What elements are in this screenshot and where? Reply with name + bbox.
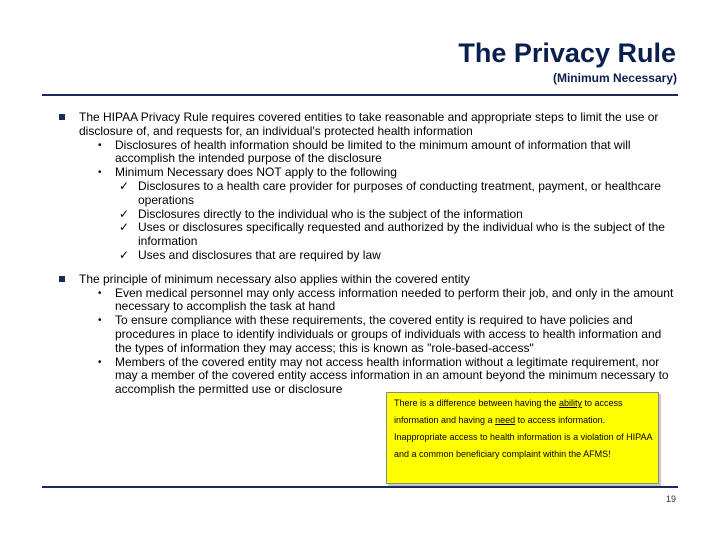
section-privacy-rule xyxy=(58,111,678,263)
checkmark-icon: ✓ xyxy=(119,220,130,235)
bullet-dot-icon: • xyxy=(98,167,102,179)
callout-note xyxy=(386,392,659,484)
top-divider xyxy=(42,94,678,96)
list-item xyxy=(79,139,678,167)
check-item-text: Uses or disclosures specifically requested and authorized by the individual who is the subject of the information xyxy=(138,220,665,249)
checkmark-icon: ✓ xyxy=(119,206,130,221)
list-item-text: Disclosures of health information should be limited to the minimum amount of information that will accomplish the intended purpose of the disclosure xyxy=(115,137,631,166)
callout-text: to access information and having a xyxy=(394,398,623,425)
bottom-divider xyxy=(42,486,678,488)
bullet-dot-icon: • xyxy=(98,315,102,327)
check-item xyxy=(115,208,678,222)
callout-emphasis-need: need xyxy=(495,415,516,425)
checkmark-icon: ✓ xyxy=(119,247,130,262)
check-item xyxy=(115,249,678,263)
checkmark-icon: ✓ xyxy=(119,178,130,193)
callout-emphasis-ability: ability xyxy=(558,398,582,408)
list-item-text: Even medical personnel may only access information needed to perform their job, and only in the amount necessary to accomplish the task at hand xyxy=(115,285,674,314)
callout-text: There is a difference between having the xyxy=(394,398,559,408)
square-bullet-icon xyxy=(59,114,65,120)
slide-title: The Privacy Rule xyxy=(458,38,676,68)
list-item xyxy=(79,314,678,355)
list-item xyxy=(79,287,678,315)
check-item-text: Disclosures to a health care provider for purposes of conducting treatment, payment, or healthcare operations xyxy=(138,178,661,207)
slide-subtitle: (Minimum Necessary) xyxy=(552,71,677,85)
section-minimum-necessary xyxy=(58,273,678,397)
section-text: The HIPAA Privacy Rule requires covered entities to take reasonable and appropriate steps to limit the use or disclosure of, and requests for, an individual's protected health information xyxy=(79,110,659,138)
list-item-text: Members of the covered entity may not access health information without a legitimate requirement, nor may a member of the covered entity access information in an amount beyond the minimum necessary to accomplish the permitted use or disclosure xyxy=(115,354,669,397)
square-bullet-icon xyxy=(59,276,65,282)
list-item-text: Minimum Necessary does NOT apply to the following xyxy=(115,165,397,180)
check-item xyxy=(115,221,678,249)
bullet-dot-icon: • xyxy=(98,356,102,368)
section-text: The principle of minimum necessary also applies within the covered entity xyxy=(79,271,470,286)
list-item xyxy=(79,166,678,263)
list-item-text: To ensure compliance with these requirements, the covered entity is required to have policies and procedures in place to identify individuals or groups of individuals with access to health information and the types of information they may access; this is known as "role-based-access" xyxy=(115,313,662,355)
bullet-dot-icon: • xyxy=(98,287,102,299)
slide-body xyxy=(58,111,678,397)
callout-text: to access information. Inappropriate access to health information is a violation of HIPAA and a common beneficiary complaint within the AFMS! xyxy=(394,415,652,459)
check-item-text: Disclosures directly to the individual who is the subject of the information xyxy=(138,206,523,221)
bullet-dot-icon: • xyxy=(98,139,102,151)
check-item xyxy=(115,180,678,208)
page-number: 19 xyxy=(665,494,676,504)
list-item xyxy=(79,356,678,397)
check-item-text: Uses and disclosures that are required by law xyxy=(138,247,381,262)
